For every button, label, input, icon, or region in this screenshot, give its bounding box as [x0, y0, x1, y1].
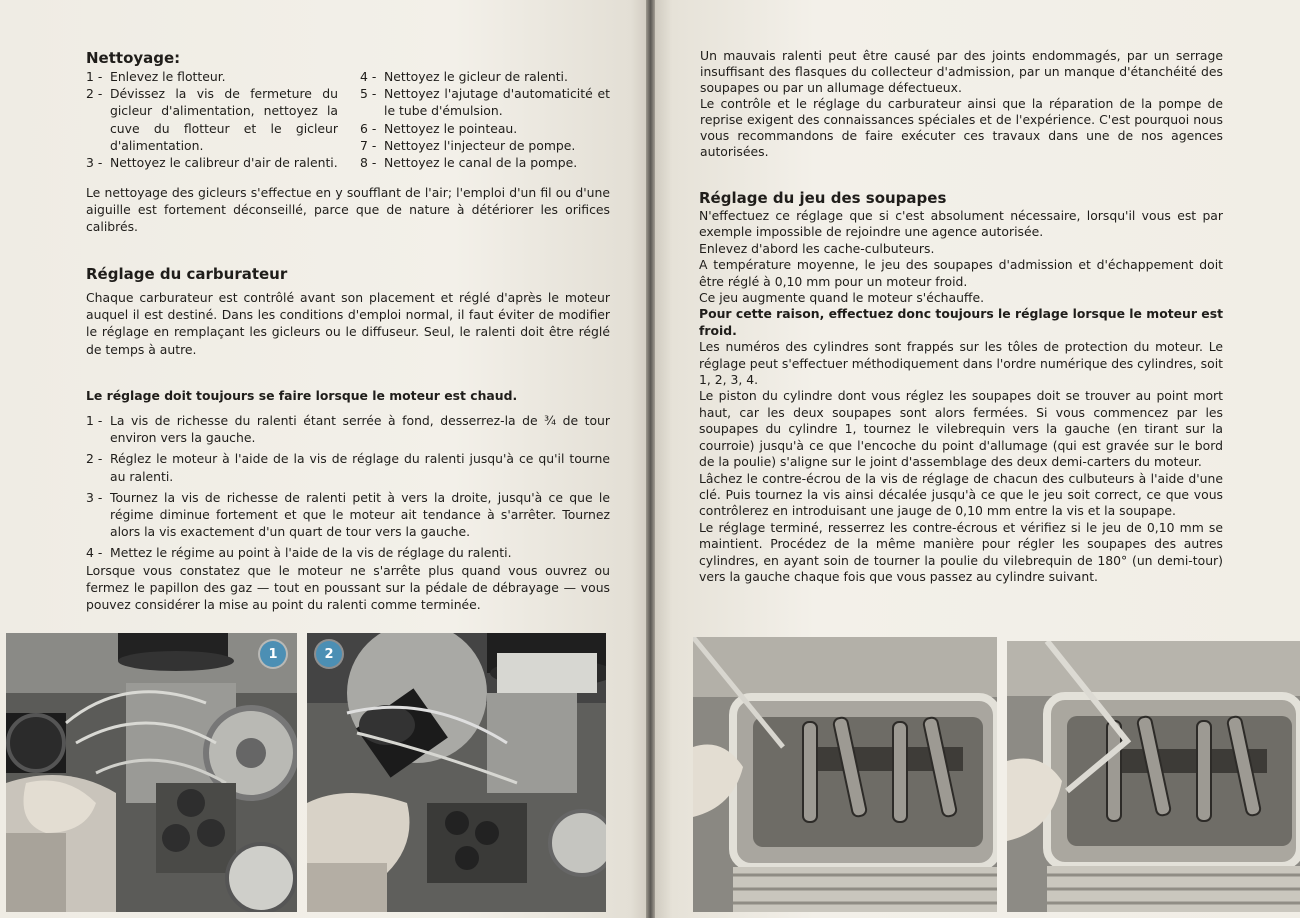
list-item: 3 - Nettoyez le calibreur d'air de ralenti.: [86, 155, 338, 171]
photo-number-badge: 2: [316, 641, 342, 667]
soupapes-paragraph: Ce jeu augmente quand le moteur s'échauffe.: [699, 290, 985, 306]
valve-photo-1-image: [693, 637, 997, 912]
list-item: 3 - Tournez la vis de richesse de ralenti petit à vers la droite, jusqu'à ce que le régime diminue fortement et que le moteur ait tendance à s'arrêter. Tournez alors la vis exactement d'un quart de tour vers la gauche.: [86, 489, 610, 540]
reglage-carburateur-warning: Le réglage doit toujours se faire lorsque le moteur est chaud.: [86, 387, 518, 403]
reglage-carburateur-steps: [86, 412, 610, 562]
engine-photo-1-image: [6, 633, 297, 912]
nettoyage-paragraph: Le nettoyage des gicleurs s'effectue en y soufflant de l'air; l'emploi d'un fil ou d'une aiguille est fortement déconseillé, parce que de nature à détériorer les orifices calibrés.: [86, 185, 610, 235]
soupapes-paragraph: N'effectuez ce réglage que si c'est absolument nécessaire, lorsqu'il vous est par exemple impossible de rejoindre une agence autorisée.: [699, 208, 1223, 240]
list-item: 1 - Enlevez le flotteur.: [86, 69, 226, 84]
engine-photo-2-image: [307, 633, 606, 912]
reglage-carburateur-intro: Chaque carburateur est contrôlé avant son placement et réglé d'après le moteur auquel il est destiné. Dans les conditions d'emploi normal, il faut éviter de modifier le réglage en remplaçant les gicleurs ou le diffuseur. Seul, le ralenti doit être réglé de temps à autre.: [86, 290, 610, 357]
engine-photo-2: [307, 633, 606, 912]
list-item: 6 - Nettoyez le pointeau.: [360, 120, 518, 136]
soupapes-bold-warning: Pour cette raison, effectuez donc toujours le réglage lorsque le moteur est froid.: [699, 306, 1223, 338]
list-item: 4 - Nettoyez le gicleur de ralenti.: [360, 69, 568, 84]
reglage-carburateur-title: Réglage du carburateur: [86, 265, 288, 283]
soupapes-paragraph: Les numéros des cylindres sont frappés sur les tôles de protection du moteur. Le réglage peut s'effectuer méthodiquement dans l'ordre numérique des cylindres, soit 1, 2, 3, 4.: [699, 339, 1223, 388]
nettoyage-list-col1: [86, 68, 338, 171]
soupapes-paragraph: Lâchez le contre-écrou de la vis de réglage de chacun des culbuteurs à l'aide d'une clé. Puis tournez la vis ainsi décalée jusqu'à ce que le jeu soit correct, ce que vous contrôlerez en introduisant une jauge de 0,10 mm entre la vis et la soupape.: [699, 470, 1223, 519]
soupapes-paragraph: Enlevez d'abord les cache-culbuteurs.: [699, 240, 935, 256]
valve-photo-2: [1007, 641, 1300, 912]
list-item: 2 - Dévissez la vis de fermeture du gicleur d'alimentation, nettoyez la cuve du flotteur et le gicleur d'alimentation.: [86, 86, 338, 153]
list-item: 2 - Réglez le moteur à l'aide de la vis de réglage du ralenti jusqu'à ce qu'il tourne au ralenti.: [86, 451, 610, 484]
soupapes-paragraph: A température moyenne, le jeu des soupapes d'admission et d'échappement doit être réglé à 0,10 mm pour un moteur froid.: [699, 257, 1223, 289]
soupapes-paragraph: Le piston du cylindre dont vous réglez les soupapes doit se trouver au point mort haut, car les deux soupapes sont alors fermées. Si vous commencez par les soupapes du cylindre 1, tournez le vilebrequin vers la gauche (en tirant sur la courroie) jusqu'à ce que l'encoche du point d'allumage (qui est gravée sur le bord de la poulie) s'aligne sur le joint d'assemblage des deux demi-carters du moteur.: [699, 388, 1223, 470]
right-page: [653, 0, 1300, 918]
reglage-carburateur-section: [86, 264, 610, 613]
nettoyage-title: Nettoyage:: [86, 49, 181, 67]
list-item: 5 - Nettoyez l'ajutage d'automaticité et le tube d'émulsion.: [360, 86, 610, 119]
ralenti-section: [700, 48, 1223, 160]
valve-photo-1: [693, 637, 997, 912]
reglage-carburateur-closing: Lorsque vous constatez que le moteur ne s'arrête plus quand vous ouvrez ou fermez le papillon des gaz — tout en poussant sur la pédale de débrayage — vous pouvez considérer la mise au point du ralenti comme terminée.: [86, 562, 610, 613]
list-item: 4 - Mettez le régime au point à l'aide de la vis de réglage du ralenti.: [86, 545, 512, 561]
engine-photo-1: [6, 633, 297, 912]
list-item: 7 - Nettoyez l'injecteur de pompe.: [360, 137, 576, 153]
photo-number-badge: 1: [260, 641, 286, 667]
list-item: 8 - Nettoyez le canal de la pompe.: [360, 155, 578, 171]
list-item: 1 - La vis de richesse du ralenti étant serrée à fond, desserrez-la de ¾ de tour environ vers la gauche.: [86, 413, 610, 446]
jeu-soupapes-title: Réglage du jeu des soupapes: [699, 189, 947, 207]
valve-photo-2-image: [1007, 641, 1300, 912]
soupapes-paragraph: Le réglage terminé, resserrez les contre-écrous et vérifiez si le jeu de 0,10 mm se maintient. Procédez de la même manière pour régler les soupapes des autres cylindres, en ayant soin de tourner la poulie du vilebrequin de 180° (un demi-tour) vers la gauche chaque fois que vous passez au cylindre suivant.: [699, 519, 1223, 584]
jeu-soupapes-section: [699, 188, 1223, 585]
book-gutter: [646, 0, 655, 918]
ralenti-paragraph: Le contrôle et le réglage du carburateur ainsi que la réparation de la pompe de reprise exigent des connaissances spéciales et de l'expérience. C'est pourquoi nous vous recommandons de faire exécuter ces travaux dans une de nos agences autorisées.: [700, 96, 1223, 159]
nettoyage-list-col2: [360, 68, 610, 171]
nettoyage-section: [86, 48, 610, 236]
ralenti-paragraph: Un mauvais ralenti peut être causé par des joints endommagés, par un serrage insuffisant des flasques du collecteur d'admission, par un manque d'étanchéité des soupapes ou par un allumage défectueux.: [700, 48, 1223, 95]
